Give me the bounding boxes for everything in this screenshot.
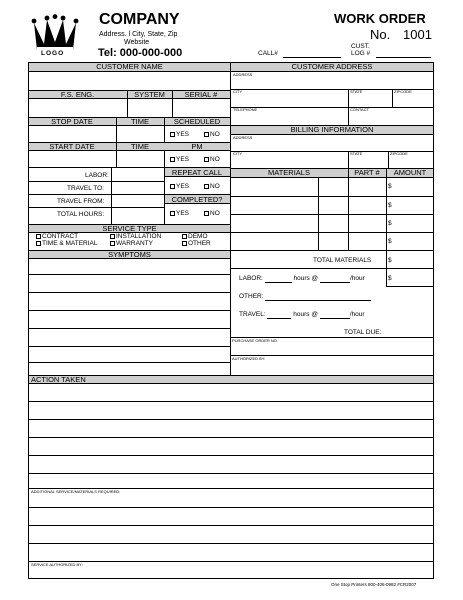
completed-no[interactable]: NO bbox=[204, 211, 220, 218]
symptoms-field[interactable] bbox=[29, 259, 230, 375]
ruled-line bbox=[28, 328, 231, 329]
labor-charge-row: LABOR: hours @ /hour bbox=[239, 275, 365, 282]
repeat-yes[interactable]: YES bbox=[170, 184, 189, 191]
divider bbox=[111, 167, 112, 225]
divider bbox=[392, 89, 393, 107]
completed-label: COMPLETED? bbox=[171, 195, 223, 204]
customer-name-label: CUSTOMER NAME bbox=[96, 62, 163, 71]
contact-label: CONTACT bbox=[350, 107, 370, 112]
ruled-line bbox=[28, 419, 434, 420]
dollar-3: $ bbox=[388, 220, 392, 227]
work-order-title: WORK ORDER bbox=[334, 11, 426, 26]
billing-city-label: CITY bbox=[233, 151, 243, 156]
divider bbox=[116, 142, 117, 167]
divider bbox=[386, 286, 434, 287]
additional-services-label: ADDITIONAL SERVICE/MATERIALS REQUIRED: bbox=[31, 489, 121, 494]
start-time-label: TIME bbox=[131, 142, 149, 151]
ruled-line bbox=[28, 346, 231, 347]
checkbox-icon[interactable] bbox=[204, 184, 209, 189]
divider bbox=[28, 561, 434, 562]
call-label: CALL# bbox=[258, 50, 278, 57]
start-date-label: START DATE bbox=[49, 142, 95, 151]
travel-charge-row: TRAVEL: hours @ /hour bbox=[239, 311, 365, 318]
purchase-order-label: PURCHASE ORDER NO. bbox=[232, 338, 279, 343]
billing-label: BILLING INFORMATION bbox=[290, 125, 374, 134]
log-line bbox=[376, 57, 431, 58]
dollar-total-materials: $ bbox=[388, 257, 392, 264]
divider bbox=[28, 207, 164, 208]
pm-label: PM bbox=[191, 142, 203, 151]
additional-services-field[interactable] bbox=[29, 495, 433, 561]
authorized-by-label: AUTHORIZED BY: bbox=[232, 356, 266, 361]
number-label: No. bbox=[370, 27, 391, 42]
symptoms-label: SYMPTOMS bbox=[108, 250, 151, 259]
checkbox-icon[interactable] bbox=[170, 132, 175, 137]
checkbox-icon[interactable] bbox=[170, 157, 175, 162]
scheduled-yes[interactable]: YES bbox=[170, 132, 189, 139]
time-material-option[interactable]: TIME & MATERIAL bbox=[36, 241, 98, 248]
company-website: Website bbox=[124, 39, 150, 46]
travel-from-label: TRAVEL FROM: bbox=[57, 198, 105, 205]
pm-no[interactable]: NO bbox=[204, 157, 220, 164]
billing-state-label: STATE bbox=[350, 151, 363, 156]
logo-text: LOGO bbox=[41, 50, 65, 57]
ruled-line bbox=[28, 455, 434, 456]
action-taken-label: ACTION TAKEN bbox=[31, 375, 86, 384]
ruled-line bbox=[28, 525, 434, 526]
ruled-line bbox=[28, 437, 434, 438]
divider bbox=[230, 250, 434, 251]
divider bbox=[116, 117, 117, 142]
billing-zipcode-label: ZIPCODE bbox=[390, 151, 408, 156]
materials-label: MATERIALS bbox=[268, 168, 310, 177]
installation-option[interactable]: INSTALLATION bbox=[110, 234, 161, 241]
ruled-line bbox=[28, 401, 434, 402]
part-label: PART # bbox=[354, 168, 380, 177]
ruled-line bbox=[28, 310, 231, 311]
divider bbox=[348, 151, 349, 168]
state-label: STATE bbox=[350, 89, 363, 94]
demo-option[interactable]: DEMO bbox=[182, 234, 208, 241]
divider bbox=[348, 168, 349, 250]
total-hours-label: TOTAL HOURS: bbox=[57, 211, 105, 218]
ruled-line bbox=[28, 274, 231, 275]
system-field[interactable] bbox=[128, 99, 171, 117]
ruled-line bbox=[28, 473, 434, 474]
billing-address-label: ADDRESS bbox=[233, 135, 253, 140]
other-charge-row: OTHER: bbox=[239, 294, 371, 301]
checkbox-icon[interactable] bbox=[204, 132, 209, 137]
contract-option[interactable]: CONTRACT bbox=[36, 234, 78, 241]
ruled-line bbox=[28, 543, 434, 544]
checkbox-icon[interactable] bbox=[170, 184, 175, 189]
divider bbox=[230, 268, 434, 269]
service-authorized-field[interactable] bbox=[29, 568, 433, 578]
checkbox-icon[interactable] bbox=[36, 241, 41, 246]
divider bbox=[230, 232, 434, 233]
fs-eng-field[interactable] bbox=[29, 99, 126, 117]
checkbox-icon[interactable] bbox=[204, 211, 209, 216]
checkbox-icon[interactable] bbox=[110, 234, 115, 239]
ruled-line bbox=[28, 292, 231, 293]
crown-logo bbox=[30, 14, 80, 60]
fs-eng-label: F.S. ENG. bbox=[60, 90, 95, 99]
service-authorized-label: SERVICE AUTHORIZED BY: bbox=[31, 562, 83, 567]
address-label: ADDRESS bbox=[233, 72, 253, 77]
divider bbox=[230, 214, 434, 215]
total-materials-label: TOTAL MATERIALS bbox=[313, 257, 372, 264]
dollar-2: $ bbox=[388, 202, 392, 209]
customer-name-field[interactable] bbox=[29, 72, 230, 90]
completed-yes[interactable]: YES bbox=[170, 211, 189, 218]
warranty-option[interactable]: WARRANTY bbox=[110, 241, 153, 248]
ruled-line bbox=[28, 507, 434, 508]
serial-field[interactable] bbox=[173, 99, 230, 117]
scheduled-no[interactable]: NO bbox=[204, 132, 220, 139]
divider bbox=[230, 107, 434, 108]
checkbox-icon[interactable] bbox=[110, 241, 115, 246]
labor-label: LABOR: bbox=[85, 172, 109, 179]
pm-yes[interactable]: YES bbox=[170, 157, 189, 164]
divider bbox=[388, 151, 389, 168]
company-name: COMPANY bbox=[99, 11, 180, 28]
customer-address-label: CUSTOMER ADDRESS bbox=[291, 62, 373, 71]
cust-label: CUST. bbox=[351, 43, 370, 50]
serial-label: SERIAL # bbox=[184, 90, 218, 99]
action-taken-header bbox=[28, 375, 434, 384]
repeat-call-label: REPEAT CALL bbox=[171, 168, 223, 177]
city-label: CITY bbox=[233, 89, 243, 94]
scheduled-label: SCHEDULED bbox=[173, 117, 221, 126]
dollar-1: $ bbox=[388, 183, 392, 190]
divider bbox=[28, 181, 164, 182]
checkbox-icon[interactable] bbox=[204, 157, 209, 162]
dollar-4: $ bbox=[388, 238, 392, 245]
ruled-line bbox=[28, 362, 231, 363]
checkbox-icon[interactable] bbox=[170, 211, 175, 216]
service-type-label: SERVICE TYPE bbox=[102, 224, 157, 233]
amount-label: AMOUNT bbox=[393, 168, 427, 177]
log-label: LOG # bbox=[351, 50, 371, 57]
divider bbox=[28, 194, 164, 195]
other-option[interactable]: OTHER bbox=[182, 241, 211, 248]
checkbox-icon[interactable] bbox=[182, 234, 187, 239]
total-due-label: TOTAL DUE: bbox=[344, 329, 382, 336]
stop-time-label: TIME bbox=[131, 117, 149, 126]
company-address: Address. l City, State, Zip bbox=[99, 31, 178, 38]
repeat-no[interactable]: NO bbox=[204, 184, 220, 191]
customer-address-field[interactable] bbox=[231, 72, 433, 89]
checkbox-icon[interactable] bbox=[182, 241, 187, 246]
travel-to-label: TRAVEL TO: bbox=[67, 185, 104, 192]
system-label: SYSTEM bbox=[134, 90, 165, 99]
zipcode-label: ZIPCODE bbox=[394, 89, 412, 94]
divider bbox=[230, 196, 434, 197]
work-order-number: 1001 bbox=[403, 27, 432, 42]
stop-date-label: STOP DATE bbox=[51, 117, 93, 126]
checkbox-icon[interactable] bbox=[36, 234, 41, 239]
company-tel: Tel: 000-000-000 bbox=[98, 47, 183, 59]
call-line bbox=[283, 57, 341, 58]
printer-footer: One Stop Printers 800-406-0982 #CR2007 bbox=[331, 582, 417, 587]
telephone-label: TELEPHONE bbox=[233, 107, 258, 112]
dollar-labor: $ bbox=[388, 275, 392, 282]
